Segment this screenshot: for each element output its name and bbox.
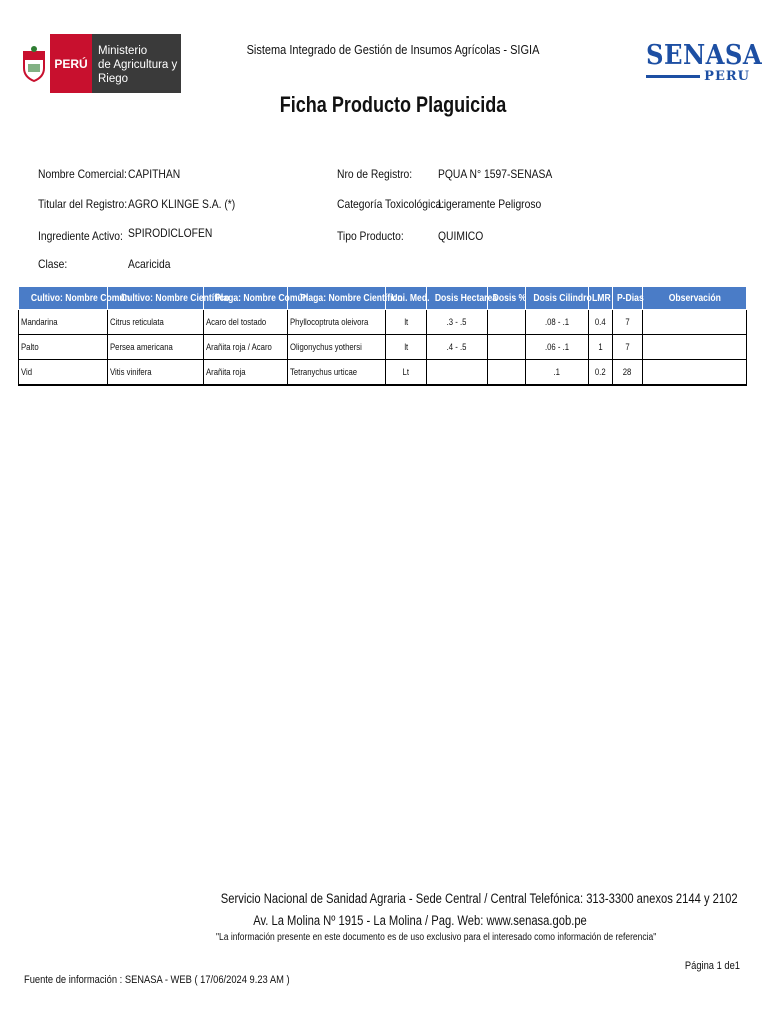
system-name: Sistema Integrado de Gestión de Insumos Agrícolas - SIGIA (246, 43, 540, 57)
peru-label: PERÚ (50, 34, 92, 93)
table-cell (488, 335, 526, 360)
value-ingrediente: SPIRODICLOFEN (128, 226, 213, 240)
page-title: Ficha Producto Plaguicida (279, 92, 507, 117)
label-titular: Titular del Registro: (38, 197, 128, 211)
table-cell: .06 - .1 (526, 335, 589, 360)
label-clase: Clase: (38, 257, 68, 271)
table-cell: Arañita roja / Acaro (204, 335, 288, 360)
table-cell (643, 335, 747, 360)
table-cell: 7 (613, 310, 643, 335)
table-cell: lt (386, 335, 427, 360)
col-header: Plaga: Nombre Común (204, 287, 288, 310)
table-header-row (19, 287, 747, 310)
table-cell: Palto (19, 335, 108, 360)
ministry-name (92, 34, 181, 93)
footer-address-line1: Servicio Nacional de Sanidad Agraria - Sede Central / Central Telefónica: 313-3300 anexos 2144 y 2102 (220, 891, 738, 906)
table-row (19, 310, 747, 335)
label-ingrediente: Ingrediente Activo: (38, 229, 123, 243)
table-cell: .3 - .5 (427, 310, 488, 335)
value-tipo-producto: QUIMICO (438, 229, 484, 243)
footer-disclaimer: "La información presente en este documento es de uso exclusivo para el interesado como información de referencia" (216, 932, 657, 943)
col-header: Dosis Cilindro (526, 287, 589, 310)
table-cell: lt (386, 310, 427, 335)
table-cell: .08 - .1 (526, 310, 589, 335)
senasa-logo (646, 40, 763, 102)
table-cell: Lt (386, 360, 427, 386)
table-cell: Vid (19, 360, 108, 386)
col-header: Cultivo: Nombre Común (19, 287, 108, 310)
table-cell (643, 310, 747, 335)
value-categoria: Ligeramente Peligroso (438, 197, 542, 211)
value-titular: AGRO KLINGE S.A. (*) (128, 197, 236, 211)
col-header: LMR (589, 287, 613, 310)
ministry-line2: de Agricultura y Riego (98, 59, 178, 85)
col-header: P-Dias (613, 287, 643, 310)
col-header: Dosis % (488, 287, 526, 310)
table-row (19, 360, 747, 386)
senasa-subtitle: PERU (704, 69, 750, 84)
col-header: Cultivo: Nombre Científico (108, 287, 204, 310)
ministry-line1: Ministerio (98, 45, 148, 57)
table-cell: .1 (526, 360, 589, 386)
ministry-logo (18, 34, 181, 93)
label-nombre-comercial: Nombre Comercial: (38, 167, 127, 181)
table-cell: Acaro del tostado (204, 310, 288, 335)
table-cell: 1 (589, 335, 613, 360)
col-header: Observación (643, 287, 747, 310)
table-cell: Persea americana (108, 335, 204, 360)
label-tipo-producto: Tipo Producto: (337, 229, 404, 243)
label-nro-registro: Nro de Registro: (337, 167, 413, 181)
footer-address-line2: Av. La Molina Nº 1915 - La Molina / Pag. Web: www.senasa.gob.pe (253, 913, 587, 928)
senasa-wordmark: SENASA (646, 40, 763, 71)
table-cell (643, 360, 747, 386)
logo-underline (646, 75, 700, 78)
table-cell (427, 360, 488, 386)
value-nombre-comercial: CAPITHAN (128, 167, 181, 181)
table-cell: Vitis vinifera (108, 360, 204, 386)
table-cell: Tetranychus urticae (288, 360, 386, 386)
value-clase: Acaricida (128, 257, 171, 271)
table-cell (488, 360, 526, 386)
table-cell: Citrus reticulata (108, 310, 204, 335)
peru-shield-icon (18, 34, 50, 93)
source-note: Fuente de información : SENASA - WEB ( 17/06/2024 9.23 AM ) (24, 974, 290, 986)
table-cell: Arañita roja (204, 360, 288, 386)
col-header: Uni. Med. (386, 287, 427, 310)
table-cell: Phyllocoptruta oleivora (288, 310, 386, 335)
value-nro-registro: PQUA N° 1597-SENASA (438, 167, 553, 181)
table-row (19, 335, 747, 360)
col-header: Plaga: Nombre Científico (288, 287, 386, 310)
table-cell: 0.4 (589, 310, 613, 335)
table-cell: 7 (613, 335, 643, 360)
table-cell: Oligonychus yothersi (288, 335, 386, 360)
table-cell: 0.2 (589, 360, 613, 386)
table-cell (488, 310, 526, 335)
table-cell: .4 - .5 (427, 335, 488, 360)
col-header: Dosis Hectarea (427, 287, 488, 310)
page-number: Página 1 de1 (684, 960, 740, 972)
label-categoria: Categoría Toxicológica: (337, 197, 445, 211)
table-cell: Mandarina (19, 310, 108, 335)
table-cell: 28 (613, 360, 643, 386)
usage-table (18, 286, 747, 386)
